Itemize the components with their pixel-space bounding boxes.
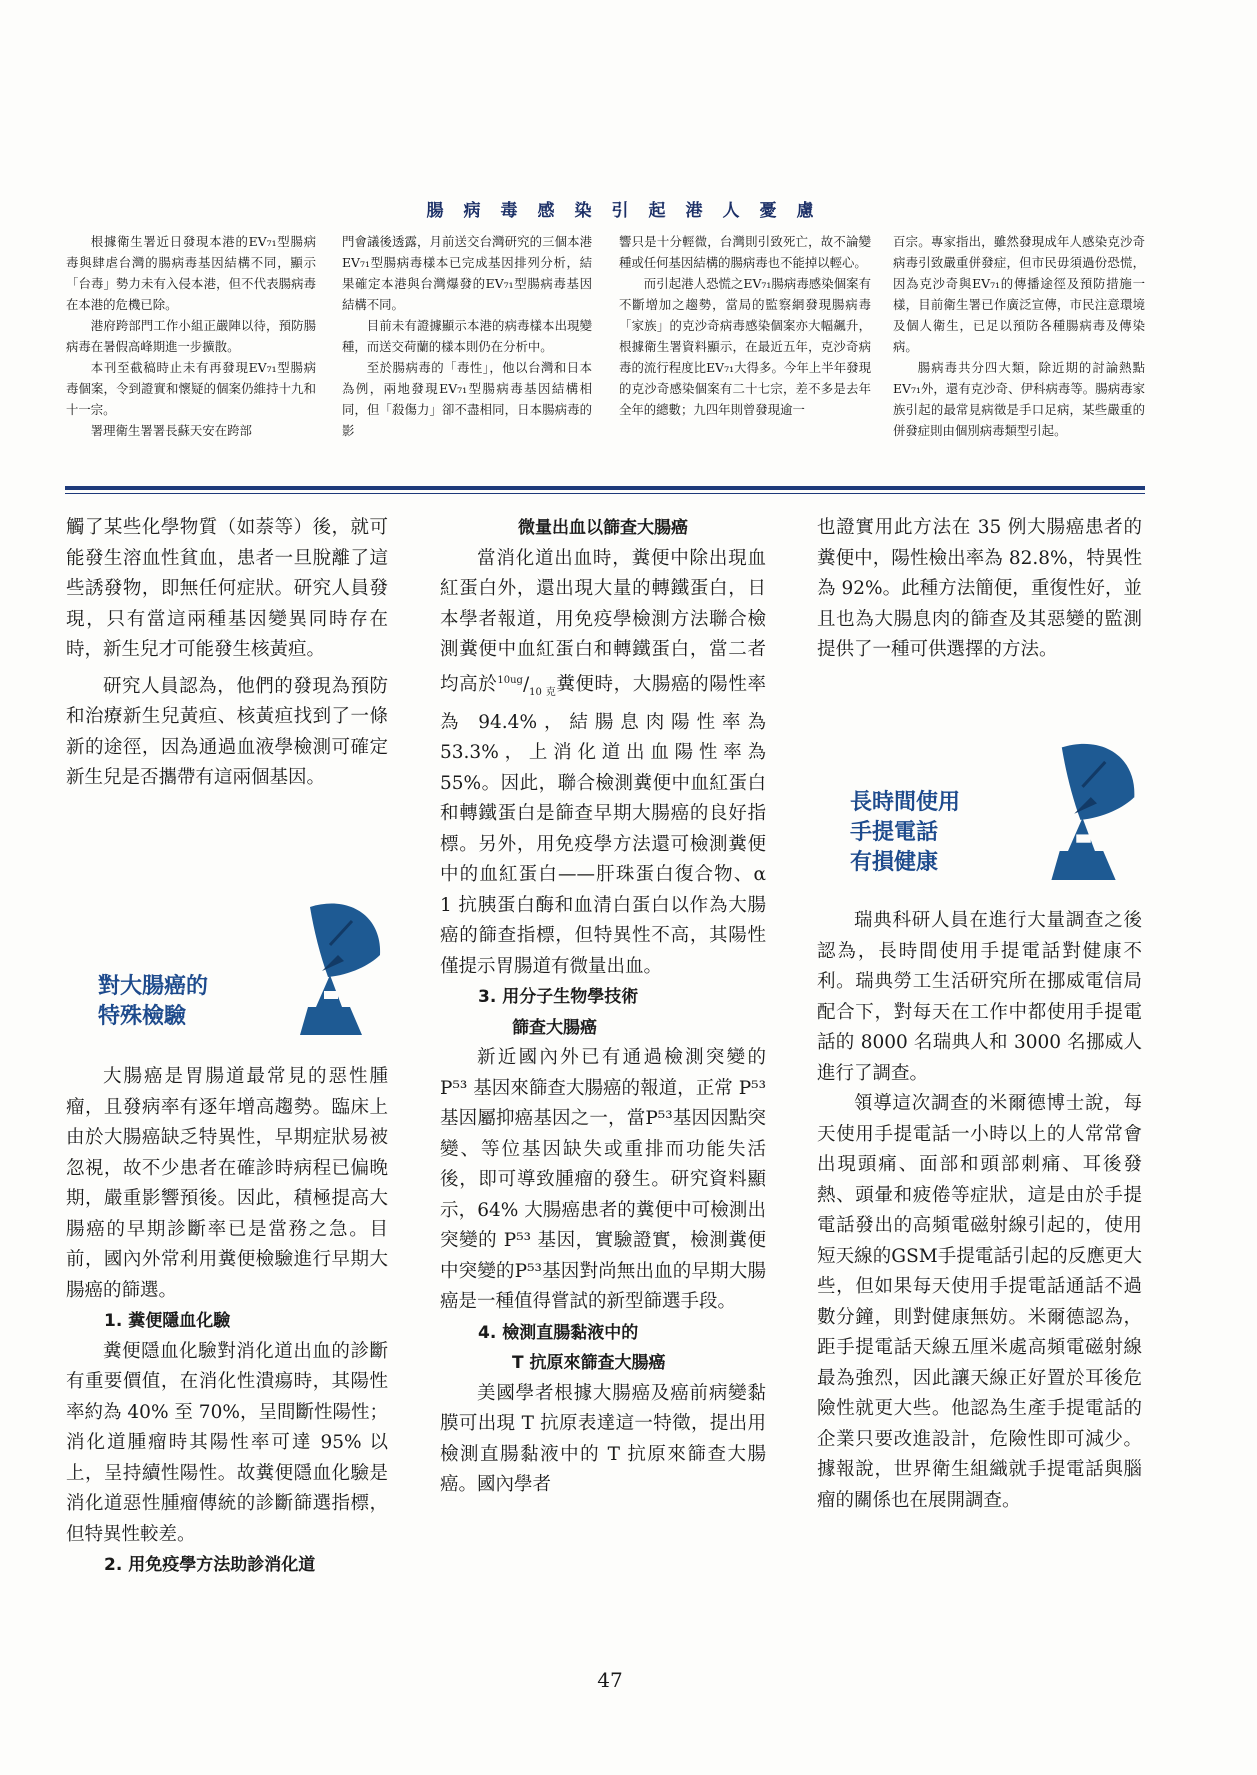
news-paragraph: 百宗。專家指出，雖然發現成年人感染克沙奇病毒引致嚴重併發症，但市民毋須過份恐慌，因為克沙奇與EV₇₁的傳播途徑及預防措施一樣，目前衛生署已作廣泛宣傳，市民注意環境及個人衛生，已足以預防各種腸病毒及傳染病。 bbox=[893, 234, 1145, 354]
news-paragraph: 腸病毒共分四大類，除近期的討論熱點EV₇₁外，還有克沙奇、伊科病毒等。腸病毒家族引起的最常見病徵是手口足病，某些嚴重的併發症則由個別病毒類型引起。 bbox=[893, 360, 1145, 438]
box-title-line: 手提電話 bbox=[850, 820, 939, 845]
body-paragraph: 領導這次調查的米爾德博士說，每天使用手提電話一小時以上的人常常會出現頭痛、面部和頭部刺痛、耳後發熱、頭暈和疲倦等症狀，這是由於手提電話發出的高頻電磁射線引起的，使用短天線的GSM手提電話引起的反應更大些，但如果每天使用手提電話通話不過數分鐘，則對健康無妨。米爾德認為，距手提電話天線五厘米處高頻電磁射線最為強烈，因此讓天線正好置於耳後危險性就更大些。他認為生產手提電話的企業只要改進設計，危險性即可減少。據報說，世界衛生組織就手提電話與腦瘤的關係也在展開調查。 bbox=[817, 1093, 1142, 1511]
left-column-bottom bbox=[66, 1062, 388, 1581]
body-paragraph: 新近國內外已有通過檢測突變的 P⁵³ 基因來篩查大腸癌的報道，正常 P⁵³ 基因屬抑癌基因之一，當P⁵³基因因點突變、等位基因缺失或重排而功能失活後，即可導致腫瘤的發生。研究資料顯示，64% 大腸癌患者的糞便中可檢測出突變的 P⁵³ 基因，實驗證實，檢測糞便中突變的P⁵³基因對尚無出血的早期大腸癌是一種值得嘗試的新型篩選手段。 bbox=[440, 1047, 766, 1313]
news-paragraph: 門會議後透露，月前送交台灣研究的三個本港EV₇₁型腸病毒樣本已完成基因排列分析，結果確定本港與台灣爆發的EV₇₁型腸病毒基因結構不同。 bbox=[342, 234, 592, 312]
box-title-line: 長時間使用 bbox=[850, 790, 961, 815]
news-paragraph: 港府跨部門工作小組正嚴陣以待，預防腸病毒在暑假高峰期進一步擴散。 bbox=[66, 318, 316, 354]
body-paragraph: 美國學者根據大腸癌及癌前病變黏膜可出現 T 抗原表達這一特徵，提出用檢測直腸黏液中的 T 抗原來篩查大腸癌。國內學者 bbox=[440, 1382, 766, 1496]
news-paragraph: 署理衛生署署長蘇天安在跨部 bbox=[90, 423, 252, 438]
news-paragraph: 而引起港人恐慌之EV₇₁腸病毒感染個案有不斷增加之趨勢，當局的監察網發現腸病毒「家族」的克沙奇病毒感染個案亦大幅飆升，根據衛生署資料顯示，在最近五年，克沙奇病毒的流行程度比EV₇₁大得多。今年上半年發現的克沙奇感染個案有二十七宗，差不多是去年全年的總數；九四年則曾發現逾一 bbox=[619, 276, 871, 417]
section-heading: 1. 糞便隱血化驗 bbox=[104, 1311, 231, 1331]
news-paragraph: 目前未有證據顯示本港的病毒樣本出現變種，而送交荷蘭的樣本則仍在分析中。 bbox=[342, 318, 592, 354]
right-column-top bbox=[817, 513, 1142, 666]
left-column-top bbox=[66, 513, 388, 794]
page-number: 47 bbox=[597, 1668, 623, 1692]
box-title-line: 特殊檢驗 bbox=[98, 1004, 187, 1029]
box-title-mobile-phone bbox=[850, 788, 1050, 878]
news-title: 腸病毒感染引起港人憂慮 bbox=[426, 201, 834, 221]
fraction-numerator: 10ug bbox=[497, 674, 523, 686]
section-heading: 2. 用免疫學方法助診消化道 bbox=[104, 1555, 316, 1575]
news-column-3 bbox=[619, 231, 871, 420]
body-paragraph: 當消化道出血時，糞便中除出現血紅蛋白外，還出現大量的轉鐵蛋白，日本學者報道，用免疫學檢測方法聯合檢測糞便中血紅蛋白和轉鐵蛋白，當二者均高於$^{10ug}/_{10 克}$糞便時，大腸癌的陽性率為 94.4%，結腸息肉陽性率為 53.3%，上消化道出血陽性率為 55%。因此，聯合檢測糞便中血紅蛋白和轉鐵蛋白是篩查早期大腸癌的良好指標。另外，用免疫學方法還可檢測糞便中的血紅蛋白——肝珠蛋白復合物、α 1 抗胰蛋白酶和血清白蛋白以作為大腸癌的篩查指標，但特異性不高，其陽性僅提示胃腸道有微量出血。 bbox=[440, 547, 766, 977]
news-paragraph: 根據衛生署近日發現本港的EV₇₁型腸病毒與肆虐台灣的腸病毒基因結構不同，顯示「台毒」勢力未有入侵本港，但不代表腸病毒在本港的危機已除。 bbox=[66, 234, 316, 312]
box-title-line: 對大腸癌的 bbox=[98, 974, 209, 999]
text-span: 當消化道出血時，糞便中除出現血紅蛋白外，還出現大量的轉鐵蛋白，日本學者報道，用免疫學檢測方法聯合檢測糞便中血紅蛋白和轉鐵蛋白，當二者均高於 bbox=[440, 547, 766, 695]
section-heading: T 抗原來篩查大腸癌 bbox=[512, 1353, 666, 1374]
section-divider bbox=[65, 486, 1145, 490]
section-heading: 4. 檢測直腸黏液中的 bbox=[478, 1322, 639, 1343]
right-column-bottom bbox=[817, 906, 1142, 1516]
news-paragraph: 至於腸病毒的「毒性」，他以台灣和日本為例，兩地發現EV₇₁型腸病毒基因結構相同，但「殺傷力」卻不盡相同，日本腸病毒的影 bbox=[342, 360, 592, 438]
middle-column bbox=[440, 513, 766, 1501]
section-heading: 3. 用分子生物學技術 bbox=[478, 987, 639, 1008]
body-paragraph: 大腸癌是胃腸道最常見的惡性腫瘤，且發病率有逐年增高趨勢。臨床上由於大腸癌缺乏特異性，早期症狀易被忽視，故不少患者在確診時病程已偏晚期，嚴重影響預後。因此，積極提高大腸癌的早期診斷率已是當務之急。目前，國內外常利用糞便檢驗進行早期大腸癌的篩選。 bbox=[66, 1066, 388, 1301]
body-paragraph: 也證實用此方法在 35 例大腸癌患者的糞便中，陽性檢出率為 82.8%，特異性為 92%。此種方法簡便，重復性好，並且也為大腸息肉的篩查及其惡變的監測提供了一種可供選擇的方法。 bbox=[817, 517, 1142, 660]
news-paragraph: 本刊至截稿時止未有再發現EV₇₁型腸病毒個案，令到證實和懷疑的個案仍維持十九和十一宗。 bbox=[66, 360, 316, 417]
section-heading: 微量出血以篩查大腸癌 bbox=[518, 518, 688, 538]
box-title-colorectal bbox=[98, 972, 298, 1032]
body-paragraph: 糞便隱血化驗對消化道出血的診斷有重要價值，在消化性潰瘍時，其陽性率約為 40% 至 70%，呈間斷性陽性；消化道腫瘤時其陽性率可達 95% 以上，呈持續性陽性。故糞便隱血化驗是消化道惡性腫瘤傳統的診斷篩選指標，但特異性較差。 bbox=[66, 1340, 388, 1545]
news-column-2 bbox=[342, 231, 592, 441]
news-column-4 bbox=[893, 231, 1145, 441]
box-title-line: 有損健康 bbox=[850, 850, 939, 875]
body-paragraph: 瑞典科研人員在進行大量調查之後認為，長時間使用手提電話對健康不利。瑞典勞工生活研究所在挪威電信局配合下，對每天在工作中都使用手提電話的 8000 名瑞典人和 3000 名挪威人進行了調查。 bbox=[817, 910, 1142, 1084]
news-paragraph: 響只是十分輕微，台灣則引致死亡，故不論變種或任何基因結構的腸病毒也不能掉以輕心。 bbox=[619, 234, 871, 270]
body-paragraph: 觸了某些化學物質（如萘等）後，就可能發生溶血性貧血，患者一旦脫離了這些誘發物，即無任何症狀。研究人員發現，只有當這兩種基因變異同時存在時，新生兒才可能發生核黃疸。 bbox=[66, 517, 388, 660]
section-divider-thin bbox=[65, 493, 1145, 494]
fraction-denominator: 10 克 bbox=[529, 686, 557, 698]
news-column-1 bbox=[66, 231, 316, 441]
body-paragraph: 研究人員認為，他們的發現為預防和治療新生兒黃疸、核黃疸找到了一條新的途徑，因為通過血液學檢測可確定新生兒是否攜帶有這兩個基因。 bbox=[66, 675, 388, 788]
text-span: 糞便時，大腸癌的陽性率為 94.4%，結腸息肉陽性率為 53.3%，上消化道出血陽性率為 55%。因此，聯合檢測糞便中血紅蛋白和轉鐵蛋白是篩查早期大腸癌的良好指標。另外，用免疫學方法還可檢測糞便中的血紅蛋白——肝珠蛋白復合物、α 1 抗胰蛋白酶和血清白蛋白以作為大腸癌的篩查指標，但特異性不高，其陽性僅提示胃腸道有微量出血。 bbox=[440, 673, 766, 977]
section-heading: 篩查大腸癌 bbox=[512, 1017, 597, 1038]
